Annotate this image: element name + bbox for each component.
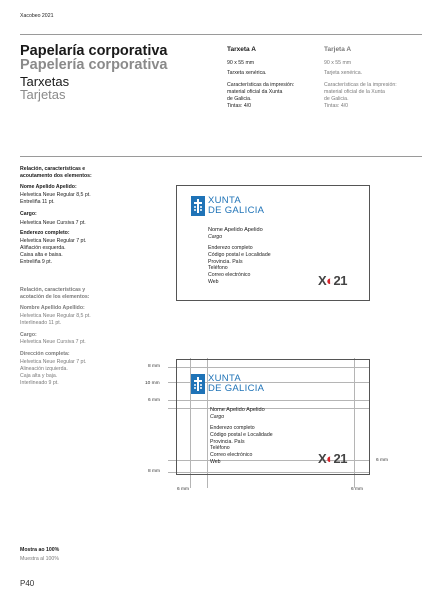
xacobeo-21: 21 (333, 273, 347, 288)
notes-gl (20, 166, 160, 266)
spec-es-heading: Tarjeta A (324, 46, 352, 53)
xunta-logo-line-1-2: XUNTA (208, 373, 241, 384)
spec-gl-print-4: Tintas: 4/0 (227, 103, 252, 110)
card-address-1-2: Enderezo completo (210, 425, 255, 431)
scale-label-gl: Mostra ao 100% (20, 547, 60, 553)
spec-es-print-4: Tintas: 4/0 (324, 103, 349, 110)
measure-logo-height: 10 mm (145, 381, 160, 386)
notes-es (20, 287, 160, 387)
business-card-measured (176, 359, 370, 475)
spec-gl-type: Tarxeta xenérica. (227, 70, 267, 77)
section-title-es: Papelería corporativa (20, 57, 168, 73)
spec-gl-heading: Tarxeta A (227, 46, 256, 53)
notes-es-name-font: Helvetica Neue Regular 8,5 pt. (20, 312, 91, 319)
notes-es-address-case: Caja alta y baja. (20, 373, 58, 380)
xunta-shield-icon (191, 196, 205, 216)
top-divider (20, 34, 422, 35)
notes-gl-heading-1: Relación, características e (20, 166, 86, 172)
card-address-6-2: Web (210, 458, 221, 465)
notes-gl-address-case: Caixa alta e baixa. (20, 252, 63, 259)
notes-es-address-label: Dirección completa: (20, 351, 70, 358)
notes-gl-address-font: Helvetica Neue Regular 7 pt. (20, 237, 87, 244)
card-address-3: Provincia. País (208, 258, 243, 265)
card-address-block-2 (210, 425, 273, 466)
notes-gl-name-label: Nome Apelido Apelido: (20, 184, 77, 191)
card-name: Nome Apelido Apelido (208, 227, 263, 233)
card-address-5-2: Correo electrónico (210, 452, 253, 459)
xunta-logo-line-2-2: DE GALICIA (208, 383, 265, 394)
measure-top: 8 mm (148, 364, 160, 369)
scallop-icon: ◐ (326, 273, 334, 288)
section-subtitle-gl: Tarxetas (20, 74, 70, 89)
measure-brand-bottom: 6 mm (376, 458, 388, 463)
spec-es-print-2: material oficial de la Xunta (324, 88, 385, 95)
business-card-sample (176, 185, 370, 301)
spec-gl-size: 90 x 55 mm (227, 60, 255, 67)
measure-bottom: 8 mm (148, 469, 160, 474)
xunta-logo-line-1: XUNTA (208, 195, 241, 206)
measure-right: 6 mm (351, 487, 363, 492)
mid-divider (20, 156, 422, 157)
page-number: P40 (20, 579, 35, 588)
notes-es-address-leading: Interlineado 9 pt. (20, 380, 59, 387)
card-cargo-2: Cargo (210, 414, 225, 420)
spec-es (324, 46, 424, 110)
spec-gl (227, 46, 317, 110)
notes-es-heading-2: acotación de los elementos: (20, 294, 90, 301)
notes-gl-address-leading: Entreliña 9 pt. (20, 259, 53, 266)
card-address-4-2: Teléfono (210, 445, 230, 452)
notes-gl-address-align: Aliñación esquerda. (20, 244, 66, 251)
notes-es-heading-1: Relación, características y (20, 287, 86, 293)
card-address-2: Código postal e Localidade (208, 251, 271, 258)
notes-es-address-font: Helvetica Neue Regular 7 pt. (20, 358, 87, 365)
section-title-gl: Papelaría corporativa (20, 43, 168, 59)
card-address-4: Teléfono (208, 265, 228, 272)
xunta-logo-line-2: DE GALICIA (208, 205, 265, 216)
measure-logo-gap: 6 mm (148, 398, 160, 403)
spec-es-type: Tarjeta xenérica. (324, 70, 363, 77)
card-address-6: Web (208, 278, 219, 285)
notes-gl-name-leading: Entreliña 11 pt. (20, 198, 55, 205)
spec-es-print-1: Características de la impresión: (324, 81, 397, 88)
notes-es-cargo-font: Helvetica Neue Cursiva 7 pt. (20, 339, 86, 346)
xacobeo-21-logo-2 (318, 451, 347, 466)
scale-label-es: Muestra al 100% (20, 556, 59, 562)
spec-gl-print-1: Características da impresión: (227, 81, 295, 88)
notes-es-name-leading: Interlineado 11 pt. (20, 319, 62, 326)
spec-gl-print-2: material oficial da Xunta (227, 88, 283, 95)
scallop-icon-2: ◐ (326, 451, 334, 466)
xunta-shield-icon-2 (191, 374, 205, 394)
card-address-3-2: Provincia. País (210, 438, 245, 445)
card-address-1: Enderezo completo (208, 245, 253, 251)
card-name-2: Nome Apelido Apelido (210, 407, 265, 413)
notes-gl-name-font: Helvetica Neue Regular 8,5 pt. (20, 191, 91, 198)
card-address (208, 245, 271, 286)
card-address-2-2: Código postal e Localidade (210, 431, 273, 438)
xacobeo-21-2: 21 (333, 451, 347, 466)
measure-left: 6 mm (177, 487, 189, 492)
notes-es-address-align: Alineación izquierda. (20, 365, 68, 372)
spec-es-print-3: de Galicia. (324, 96, 349, 103)
spec-es-size: 90 x 55 mm (324, 60, 352, 67)
spec-gl-print-3: de Galicia. (227, 96, 252, 103)
xacobeo-x: X (318, 273, 327, 288)
notes-gl-address-label: Enderezo completo: (20, 230, 70, 237)
xacobeo-x-2: X (318, 451, 327, 466)
notes-gl-heading-2: acoutamento dos elementos: (20, 173, 92, 180)
notes-gl-cargo-label: Cargo: (20, 211, 37, 218)
card-cargo: Cargo (208, 234, 223, 240)
notes-es-cargo-label: Cargo: (20, 332, 37, 339)
section-subtitle-es: Tarjetas (20, 87, 66, 102)
edition-label: Xacobeo 2021 (20, 13, 54, 19)
notes-gl-cargo-font: Helvetica Neue Cursiva 7 pt. (20, 220, 86, 227)
card-address-5: Correo electrónico (208, 272, 251, 279)
xacobeo-21-logo (318, 273, 347, 288)
notes-es-name-label: Nombre Apellido Apellido: (20, 305, 85, 312)
